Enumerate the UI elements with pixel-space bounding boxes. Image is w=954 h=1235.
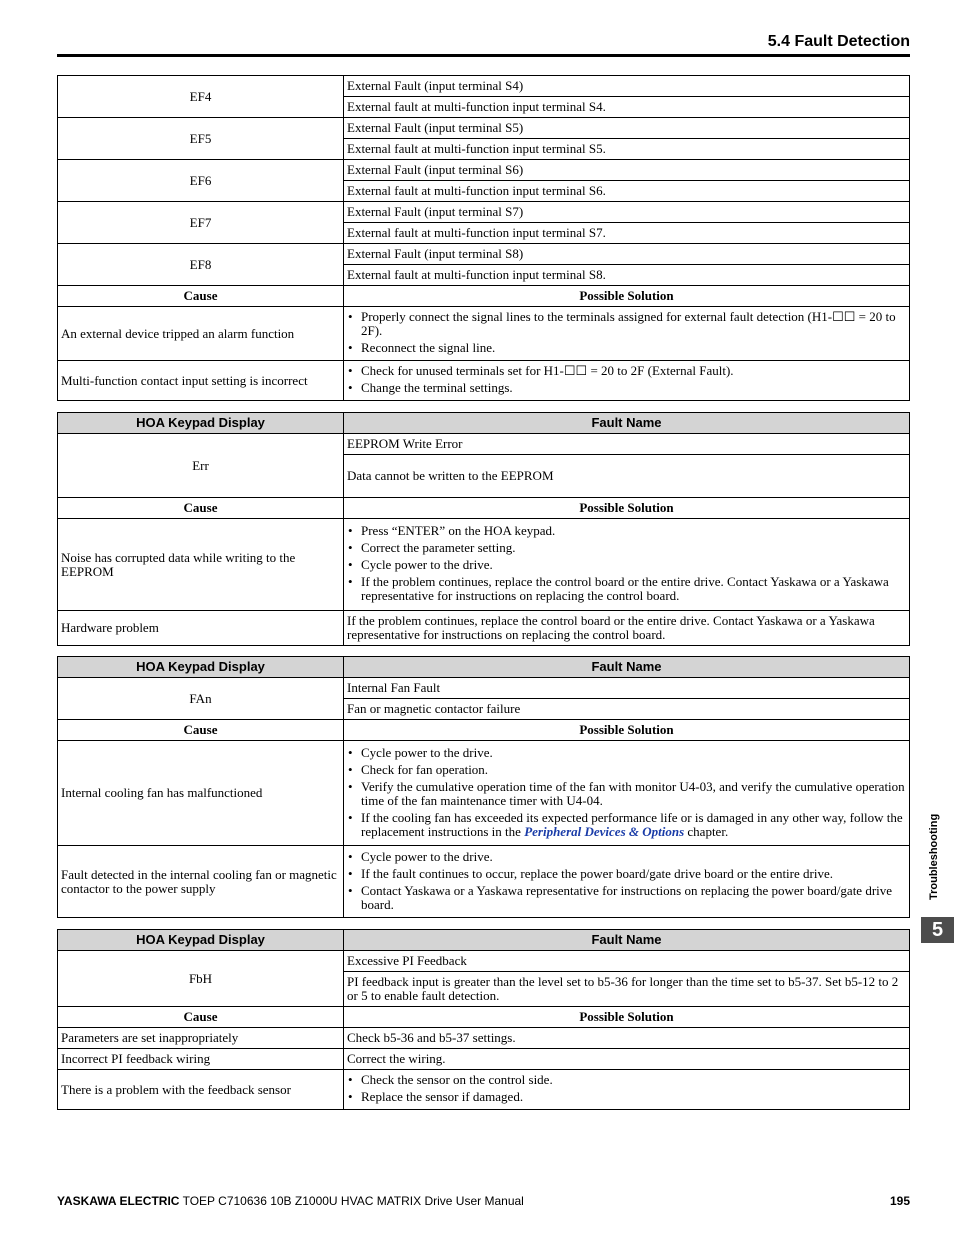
chapter-tab[interactable]: 5: [921, 917, 954, 943]
cause-cell: Noise has corrupted data while writing to the EEPROM: [58, 519, 344, 611]
fault-name-header: Fault Name: [344, 657, 910, 678]
chapter-side-label: Troubleshooting: [928, 813, 940, 900]
hoa-header: HOA Keypad Display: [58, 930, 344, 951]
solution-item: • Correct the parameter setting.: [361, 541, 906, 555]
fault-code: EF5: [58, 118, 344, 160]
solution-item: [361, 811, 906, 839]
fault-name: External Fault (input terminal S8): [344, 244, 910, 265]
solution-header: Possible Solution: [344, 286, 910, 307]
peripheral-devices-link[interactable]: Peripheral Devices & Options: [524, 823, 685, 839]
cause-cell: There is a problem with the feedback sensor: [58, 1070, 344, 1110]
solution-header: Possible Solution: [344, 1007, 910, 1028]
solution-item: • Check for unused terminals set for H1-☐☐ = 20 to 2F (External Fault).: [361, 364, 906, 378]
ef-fault-table: [57, 75, 910, 401]
fault-code: EF4: [58, 76, 344, 118]
fault-desc: PI feedback input is greater than the level set to b5-36 for longer than the time set to b5-37. Set b5-12 to 2 or 5 to enable fault detection.: [344, 972, 910, 1007]
solution-cell: [344, 741, 910, 846]
solution-item: • Cycle power to the drive.: [361, 850, 906, 864]
fault-code: EF8: [58, 244, 344, 286]
hoa-header: HOA Keypad Display: [58, 657, 344, 678]
solution-text: chapter.: [684, 823, 729, 839]
solution-item: • Reconnect the signal line.: [361, 341, 906, 355]
solution-item: • If the problem continues, replace the control board or the entire drive. Contact Yaskawa or a Yaskawa representative for instructions on replacing the control board.: [361, 575, 906, 603]
fault-name: External Fault (input terminal S4): [344, 76, 910, 97]
fault-name-header: Fault Name: [344, 413, 910, 434]
cause-header: Cause: [58, 498, 344, 519]
solution-item: • Properly connect the signal lines to the terminals assigned for external fault detection (H1-☐☐ = 20 to 2F).: [361, 310, 906, 338]
footer-brand: YASKAWA ELECTRIC: [57, 1194, 180, 1208]
solution-text: If the cooling fan has exceeded its expected performance life or is damaged in any other way, follow the replacement instructions in the: [361, 809, 903, 839]
solution-header: Possible Solution: [344, 720, 910, 741]
section-title: 5.4 Fault Detection: [767, 33, 910, 50]
cause-cell: Parameters are set inappropriately: [58, 1028, 344, 1049]
solution-item: • Press “ENTER” on the HOA keypad.: [361, 524, 906, 538]
fault-desc: Fan or magnetic contactor failure: [344, 699, 910, 720]
fault-desc: Data cannot be written to the EEPROM: [344, 455, 910, 498]
solution-cell: [344, 307, 910, 361]
cause-header: Cause: [58, 286, 344, 307]
solution-cell: [344, 519, 910, 611]
solution-header: Possible Solution: [344, 498, 910, 519]
solution-cell: Correct the wiring.: [344, 1049, 910, 1070]
solution-item: • Cycle power to the drive.: [361, 746, 906, 760]
solution-cell: [344, 361, 910, 401]
solution-item: • Replace the sensor if damaged.: [361, 1090, 906, 1104]
fault-code: EF7: [58, 202, 344, 244]
footer-doc: TOEP C710636 10B Z1000U HVAC MATRIX Drive User Manual: [179, 1194, 524, 1208]
fault-desc: External fault at multi-function input terminal S4.: [344, 97, 910, 118]
fault-desc: External fault at multi-function input terminal S7.: [344, 223, 910, 244]
fault-code: Err: [58, 434, 344, 498]
header-rule: [57, 54, 910, 57]
fault-desc: External fault at multi-function input terminal S8.: [344, 265, 910, 286]
cause-cell: Hardware problem: [58, 611, 344, 646]
fbh-fault-table: [57, 929, 910, 1110]
cause-cell: Incorrect PI feedback wiring: [58, 1049, 344, 1070]
fault-name: Internal Fan Fault: [344, 678, 910, 699]
err-fault-table: [57, 412, 910, 646]
solution-item: • If the fault continues to occur, replace the power board/gate drive board or the entire drive.: [361, 867, 906, 881]
cause-cell: An external device tripped an alarm function: [58, 307, 344, 361]
solution-item: • Check the sensor on the control side.: [361, 1073, 906, 1087]
solution-cell: Check b5-36 and b5-37 settings.: [344, 1028, 910, 1049]
cause-cell: Multi-function contact input setting is incorrect: [58, 361, 344, 401]
hoa-header: HOA Keypad Display: [58, 413, 344, 434]
cause-header: Cause: [58, 1007, 344, 1028]
solution-cell: [344, 846, 910, 918]
fault-name: EEPROM Write Error: [344, 434, 910, 455]
fault-desc: External fault at multi-function input terminal S6.: [344, 181, 910, 202]
fault-code: FbH: [58, 951, 344, 1007]
fan-fault-table: [57, 656, 910, 918]
solution-item: • Cycle power to the drive.: [361, 558, 906, 572]
solution-item: • Contact Yaskawa or a Yaskawa representative for instructions on replacing the power board/gate drive board.: [361, 884, 906, 912]
cause-cell: Internal cooling fan has malfunctioned: [58, 741, 344, 846]
fault-desc: External fault at multi-function input terminal S5.: [344, 139, 910, 160]
cause-header: Cause: [58, 720, 344, 741]
solution-item: • Change the terminal settings.: [361, 381, 906, 395]
fault-name-header: Fault Name: [344, 930, 910, 951]
fault-name: External Fault (input terminal S6): [344, 160, 910, 181]
fault-code: FAn: [58, 678, 344, 720]
solution-item: • Verify the cumulative operation time of the fan with monitor U4-03, and verify the cumulative operation time of the fan maintenance timer with U4-04.: [361, 780, 906, 808]
footer: [57, 1194, 524, 1208]
solution-cell: [344, 1070, 910, 1110]
fault-code: EF6: [58, 160, 344, 202]
page-number: 195: [889, 1194, 910, 1208]
solution-item: • Check for fan operation.: [361, 763, 906, 777]
solution-cell: If the problem continues, replace the control board or the entire drive. Contact Yaskawa or a Yaskawa representative for instructions on replacing the control board.: [344, 611, 910, 646]
fault-name: External Fault (input terminal S5): [344, 118, 910, 139]
cause-cell: Fault detected in the internal cooling fan or magnetic contactor to the power supply: [58, 846, 344, 918]
fault-name: Excessive PI Feedback: [344, 951, 910, 972]
fault-name: External Fault (input terminal S7): [344, 202, 910, 223]
